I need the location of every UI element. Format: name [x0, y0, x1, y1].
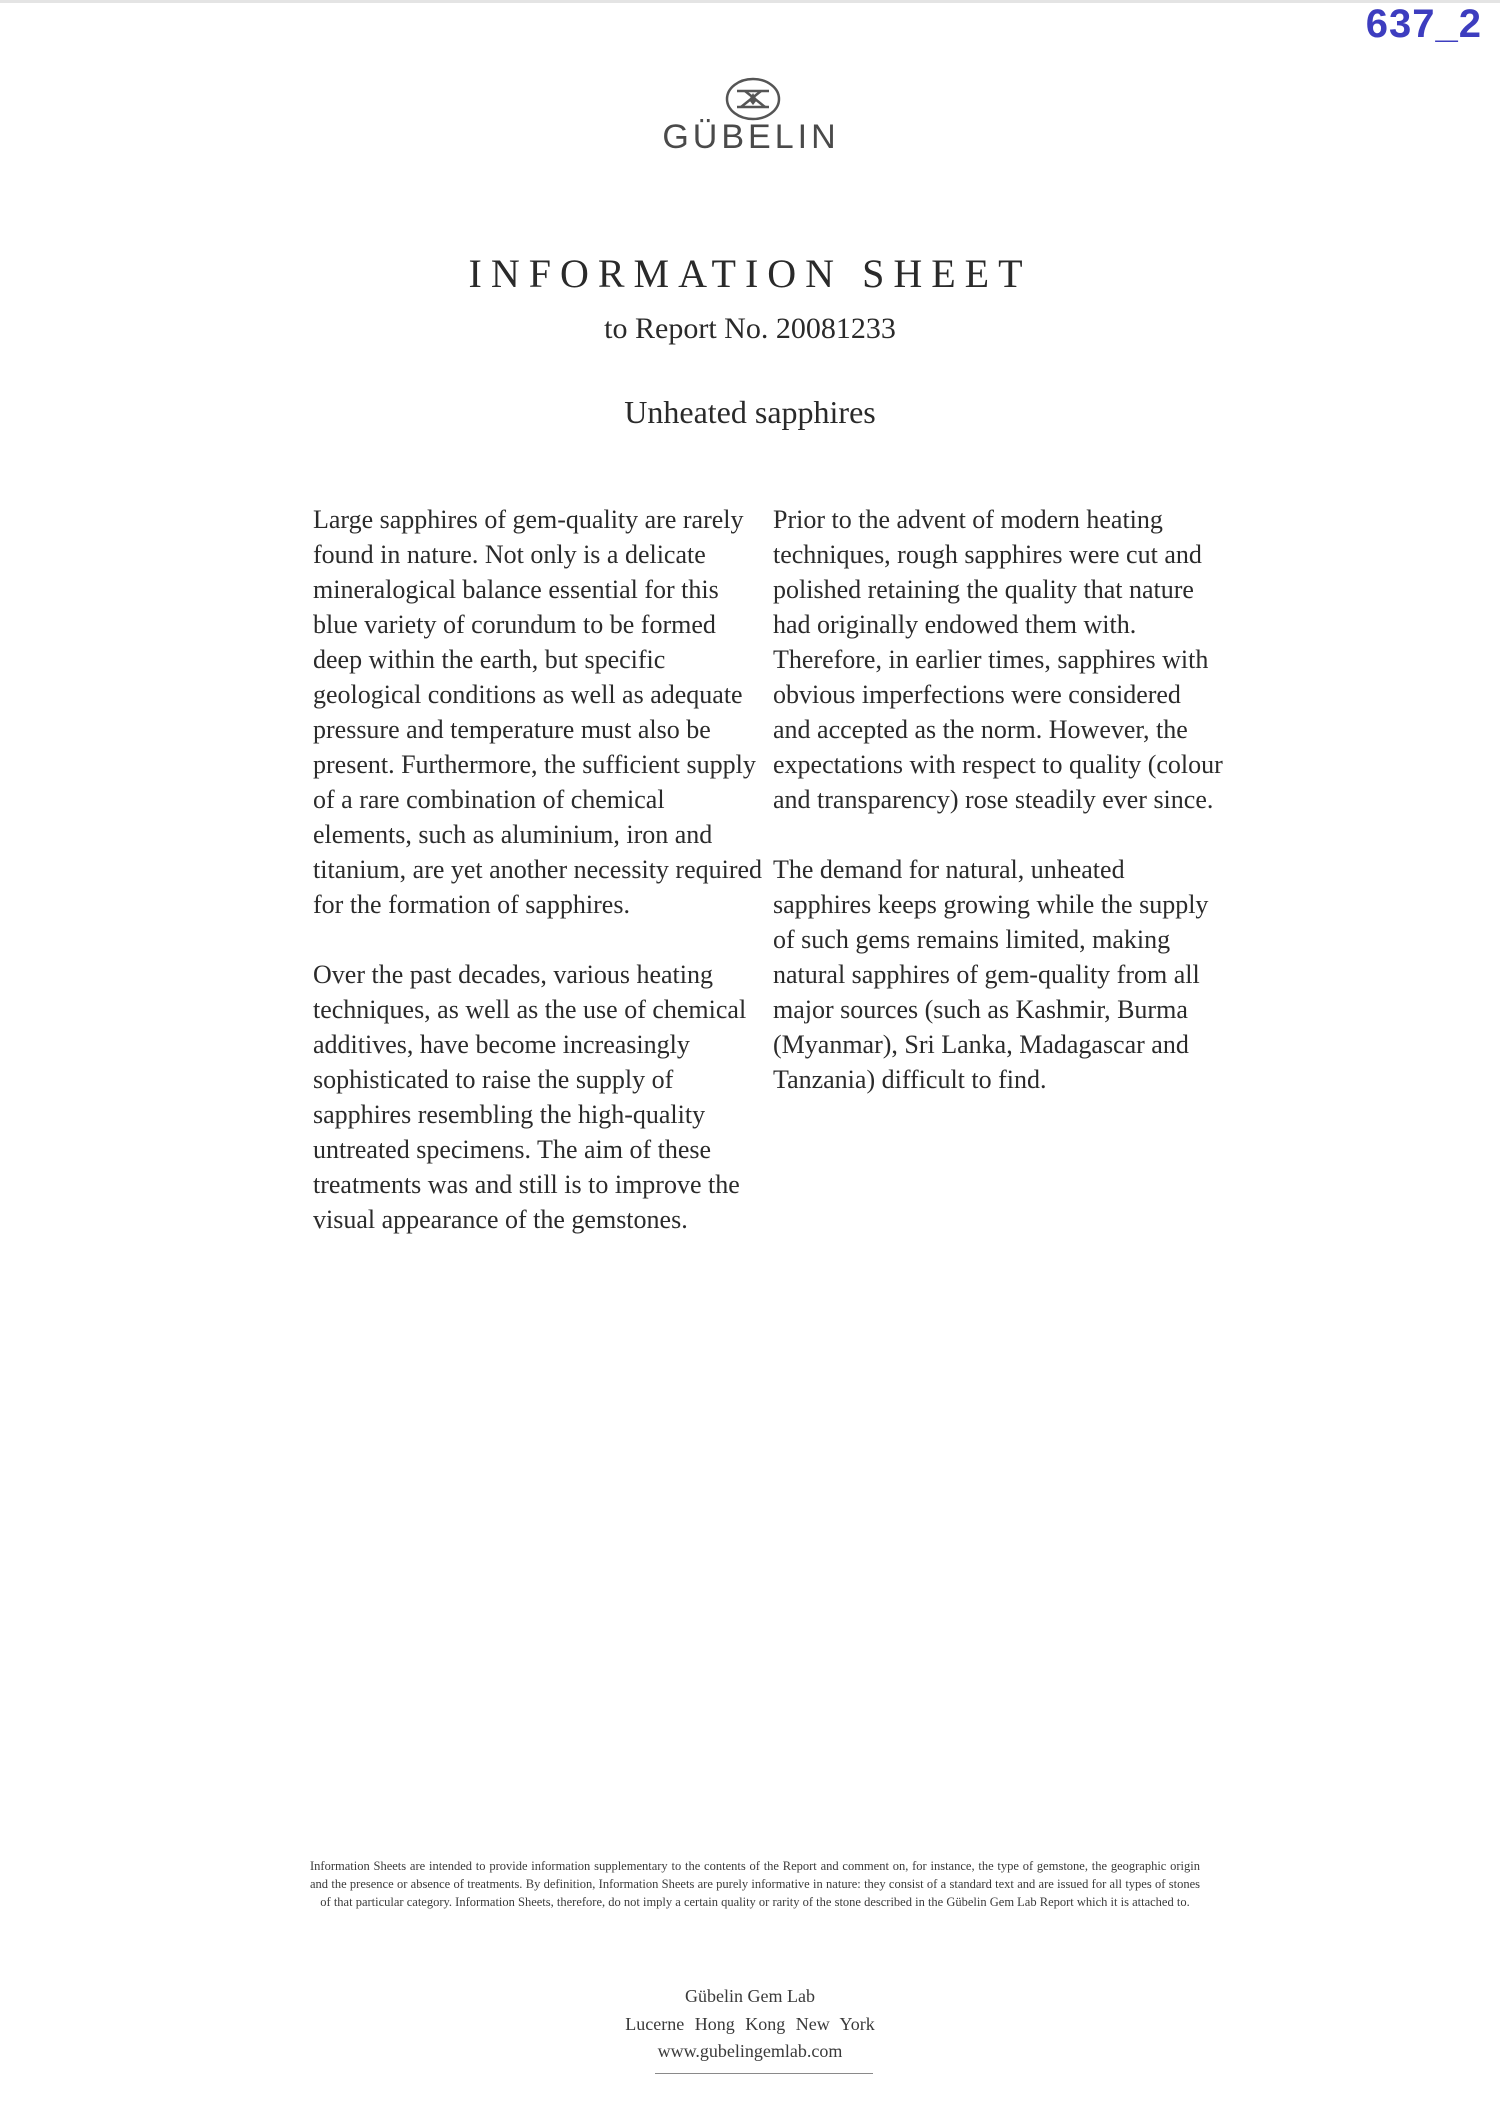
left-text-column: [313, 502, 763, 1272]
paragraph: Large sapphires of gem-quality are rarely found in nature. Not only is a delicate mineralogical balance essential for this blue variety of corundum to be formed deep within the earth, but specific geological conditions as well as adequate pressure and temperature must also be present. Furthermore, the sufficient supply of a rare combination of chemical elements, such as aluminium, iron and titanium, are yet another necessity required for the formation of sapphires.: [313, 505, 763, 919]
page-code-label: 637_2: [1365, 2, 1482, 46]
footer-divider: [655, 2073, 873, 2074]
brand-name: GÜBELIN: [662, 118, 840, 156]
footer-lab-name: Gübelin Gem Lab: [685, 1986, 815, 2006]
page-title: INFORMATION SHEET: [468, 251, 1032, 296]
footer-cities: Lucerne Hong Kong New York: [625, 2014, 875, 2034]
topic-heading: Unheated sapphires: [624, 394, 876, 430]
paragraph: Over the past decades, various heating techniques, as well as the use of chemical additives, have become increasingly sophisticated to raise the supply of sapphires resembling the high-quality untreated specimens. The aim of these treatments was and still is to improve the visual appearance of the gemstones.: [313, 960, 747, 1234]
paragraph: Prior to the advent of modern heating techniques, rough sapphires were cut and polished retaining the quality that nature had originally endowed them with. Therefore, in earlier times, sapphires with obvious imperfections were considered and accepted as the norm. However, the expectations with respect to quality (colour and transparency) rose steadily ever since.: [773, 505, 1223, 814]
gubelin-emblem-icon: [724, 76, 782, 122]
disclaimer-text: Information Sheets are intended to provide information supplementary to the contents of the Report and comment on, for instance, the type of gemstone, the geographic origin and the presence or absence of treatments. By definition, Information Sheets are purely informative in nature: they consist of a standard text and are issued for all types of stones of that particular category. Information Sheets, therefore, do not imply a certain quality or rarity of the stone described in the Gübelin Gem Lab Report which it is attached to.: [310, 1859, 1200, 1909]
footer-website-link[interactable]: www.gubelingemlab.com: [657, 2041, 843, 2061]
report-number: to Report No. 20081233: [604, 312, 896, 345]
top-border-line: [0, 0, 1500, 3]
paragraph: The demand for natural, unheated sapphires keeps growing while the supply of such gems remains limited, making natural sapphires of gem-quality from all major sources (such as Kashmir, Burma (Myanmar), Sri Lanka, Madagascar and Tanzania) difficult to find.: [773, 855, 1209, 1094]
right-text-column: [773, 502, 1223, 1132]
